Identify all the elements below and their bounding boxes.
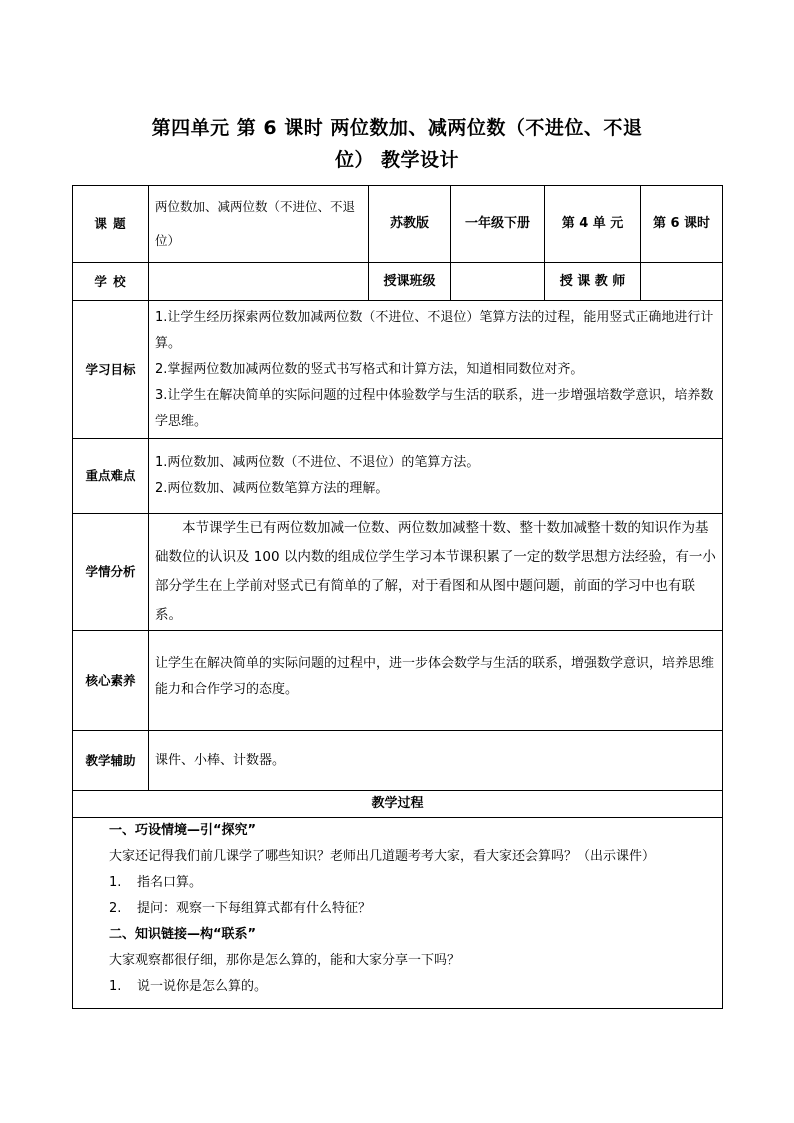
key-points-label: 重点难点 [73, 439, 149, 514]
process-content [73, 818, 723, 1009]
item-number: 2. [109, 901, 122, 916]
title-line-1: 第四单元 第 6 课时 两位数加、减两位数（不进位、不退 [151, 117, 643, 139]
topic-label: 课 题 [73, 186, 149, 263]
item-number: 1. [109, 979, 122, 994]
analysis-label: 学情分析 [73, 514, 149, 631]
section-1-item [81, 896, 714, 922]
row-analysis [73, 514, 723, 631]
objectives-label: 学习目标 [73, 301, 149, 439]
class-value [451, 263, 545, 301]
section-2-intro: 大家观察都很仔细，那你是怎么算的，能和大家分享一下吗？ [109, 953, 461, 968]
section-1-intro: 大家还记得我们前几课学了哪些知识？老师出几道题考考大家，看大家还会算吗？（出示课件） [109, 849, 656, 864]
row-process [73, 818, 723, 1009]
lesson-value: 第 6 课时 [641, 186, 723, 263]
document-title [72, 112, 722, 176]
publisher-value: 苏教版 [369, 186, 451, 263]
row-key-points [73, 439, 723, 514]
unit-value: 第 4 单 元 [545, 186, 641, 263]
aids-content: 课件、小棒、计数器。 [149, 731, 723, 791]
class-label: 授课班级 [369, 263, 451, 301]
row-literacy [73, 631, 723, 731]
aids-label: 教学辅助 [73, 731, 149, 791]
item-text: 提问：观察一下每组算式都有什么特征？ [137, 901, 372, 916]
objectives-content [149, 301, 723, 439]
teacher-label: 授 课 教 师 [545, 263, 641, 301]
grade-value: 一年级下册 [451, 186, 545, 263]
lesson-plan-table [72, 185, 723, 1009]
title-line-2: 位） 教学设计 [334, 149, 460, 171]
row-school [73, 263, 723, 301]
objective-item: 2.掌握两位数加减两位数的竖式书写格式和计算方法，知道相同数位对齐。 [155, 361, 584, 377]
objective-item: 3.让学生在解决简单的实际问题的过程中体验数学与生活的联系，进一步增强培数学意识，培养数学思维。 [155, 387, 714, 429]
item-number: 1. [109, 875, 122, 890]
item-text: 说一说你是怎么算的。 [137, 979, 268, 994]
key-point-item: 2.两位数加、减两位数笔算方法的理解。 [155, 481, 389, 496]
row-objectives [73, 301, 723, 439]
teacher-value [641, 263, 723, 301]
section-1-title: 一、巧设情境—引“探究” [109, 823, 257, 838]
literacy-label: 核心素养 [73, 631, 149, 731]
key-points-content [149, 439, 723, 514]
literacy-content: 让学生在解决简单的实际问题的过程中，进一步体会数学与生活的联系，增强数学意识，培养思维能力和合作学习的态度。 [149, 631, 723, 731]
objective-item: 1.让学生经历探索两位数加减两位数（不进位、不退位）笔算方法的过程，能用竖式正确地进行计算。 [155, 309, 714, 351]
process-header: 教学过程 [73, 791, 723, 818]
topic-value: 两位数加、减两位数（不进位、不退位） [149, 186, 369, 263]
school-value [149, 263, 369, 301]
row-process-header [73, 791, 723, 818]
analysis-content: 本节课学生已有两位数加减一位数、两位数加减整十数、整十数加减整十数的知识作为基础数位的认识及 100 以内数的组成位学生学习本节课积累了一定的数学思想方法经验，有一小部分学生在上学前对竖式已有简单的了解，对于看图和从图中题问题，前面的学习中也有联系。 [149, 514, 723, 631]
section-2-title: 二、知识链接—构“联系” [109, 927, 257, 942]
row-aids [73, 731, 723, 791]
item-text: 指名口算。 [137, 875, 203, 890]
row-topic [73, 186, 723, 263]
school-label: 学 校 [73, 263, 149, 301]
section-2-item [81, 974, 714, 1000]
section-1-item [81, 870, 714, 896]
key-point-item: 1.两位数加、减两位数（不进位、不退位）的笔算方法。 [155, 455, 480, 470]
